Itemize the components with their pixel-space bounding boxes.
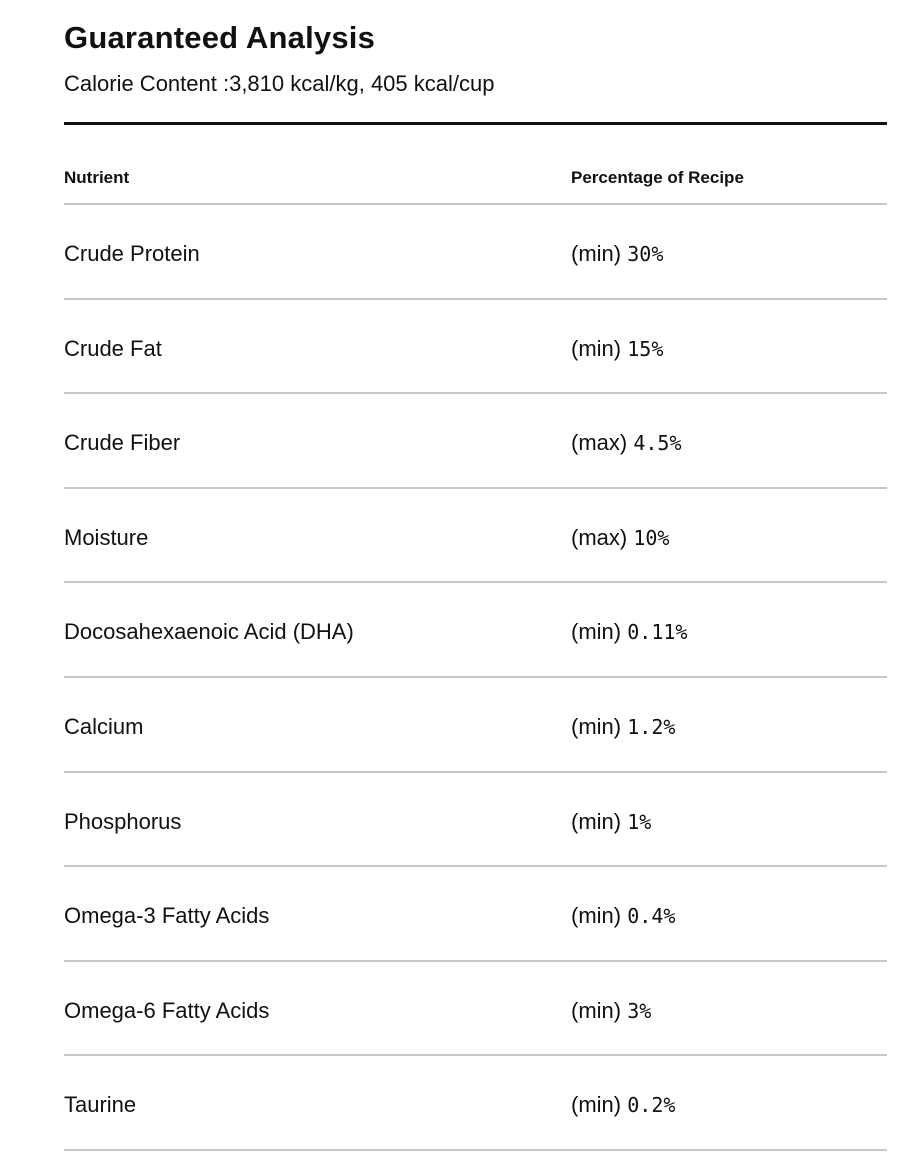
value-qualifier: (min) xyxy=(571,1092,622,1118)
value-number: 10% xyxy=(633,525,670,550)
nutrient-name: Taurine xyxy=(64,1092,137,1118)
nutrient-name: Crude Fiber xyxy=(64,430,181,456)
value-number: 3% xyxy=(627,998,652,1023)
nutrient-name: Omega-6 Fatty Acids xyxy=(64,997,270,1023)
table-row xyxy=(64,867,887,962)
table-row xyxy=(64,678,887,773)
value-qualifier: (min) xyxy=(571,903,622,929)
value-qualifier: (min) xyxy=(571,997,622,1023)
nutrient-name: Docosahexaenoic Acid (DHA) xyxy=(64,619,354,645)
nutrient-percentage xyxy=(571,618,687,646)
nutrient-percentage xyxy=(571,713,675,741)
value-qualifier: (min) xyxy=(571,335,622,361)
nutrient-percentage xyxy=(571,524,669,552)
calorie-content: Calorie Content :3,810 kcal/kg, 405 kcal/cup xyxy=(64,71,495,96)
value-number: 1.2% xyxy=(627,714,676,739)
value-qualifier: (min) xyxy=(571,808,622,834)
nutrient-name: Crude Protein xyxy=(64,241,200,266)
table-row xyxy=(64,489,887,584)
value-number: 15% xyxy=(627,336,664,361)
table-row xyxy=(64,1056,887,1151)
value-qualifier: (min) xyxy=(571,619,622,645)
column-header-percentage: Percentage of Recipe xyxy=(571,168,744,187)
table-header-row xyxy=(64,125,887,205)
nutrient-percentage xyxy=(571,808,651,836)
value-number: 4.5% xyxy=(633,431,682,456)
value-qualifier: (max) xyxy=(571,430,628,456)
value-qualifier: (min) xyxy=(571,241,622,266)
table-row xyxy=(64,205,887,300)
column-header-nutrient: Nutrient xyxy=(64,168,130,187)
nutrient-percentage xyxy=(571,429,682,457)
nutrient-percentage xyxy=(571,997,651,1025)
nutrient-name: Crude Fat xyxy=(64,335,162,361)
value-qualifier: (min) xyxy=(571,713,622,739)
nutrient-table xyxy=(64,125,887,1151)
value-number: 1% xyxy=(627,809,652,834)
nutrient-percentage xyxy=(571,1091,675,1119)
value-number: 0.2% xyxy=(627,1093,676,1118)
nutrient-percentage xyxy=(571,335,663,363)
table-row xyxy=(64,300,887,395)
nutrient-name: Moisture xyxy=(64,524,149,550)
nutrient-name: Phosphorus xyxy=(64,808,182,834)
nutrient-name: Calcium xyxy=(64,713,144,739)
table-row xyxy=(64,583,887,678)
table-row xyxy=(64,773,887,868)
value-number: 0.11% xyxy=(627,620,688,645)
nutrient-percentage xyxy=(571,902,675,930)
table-row xyxy=(64,394,887,489)
nutrient-percentage xyxy=(571,240,663,268)
nutrient-name: Omega-3 Fatty Acids xyxy=(64,903,270,929)
value-number: 30% xyxy=(627,242,664,266)
value-number: 0.4% xyxy=(627,904,676,929)
section-title: Guaranteed Analysis xyxy=(64,20,376,55)
table-row xyxy=(64,962,887,1057)
value-qualifier: (max) xyxy=(571,524,628,550)
